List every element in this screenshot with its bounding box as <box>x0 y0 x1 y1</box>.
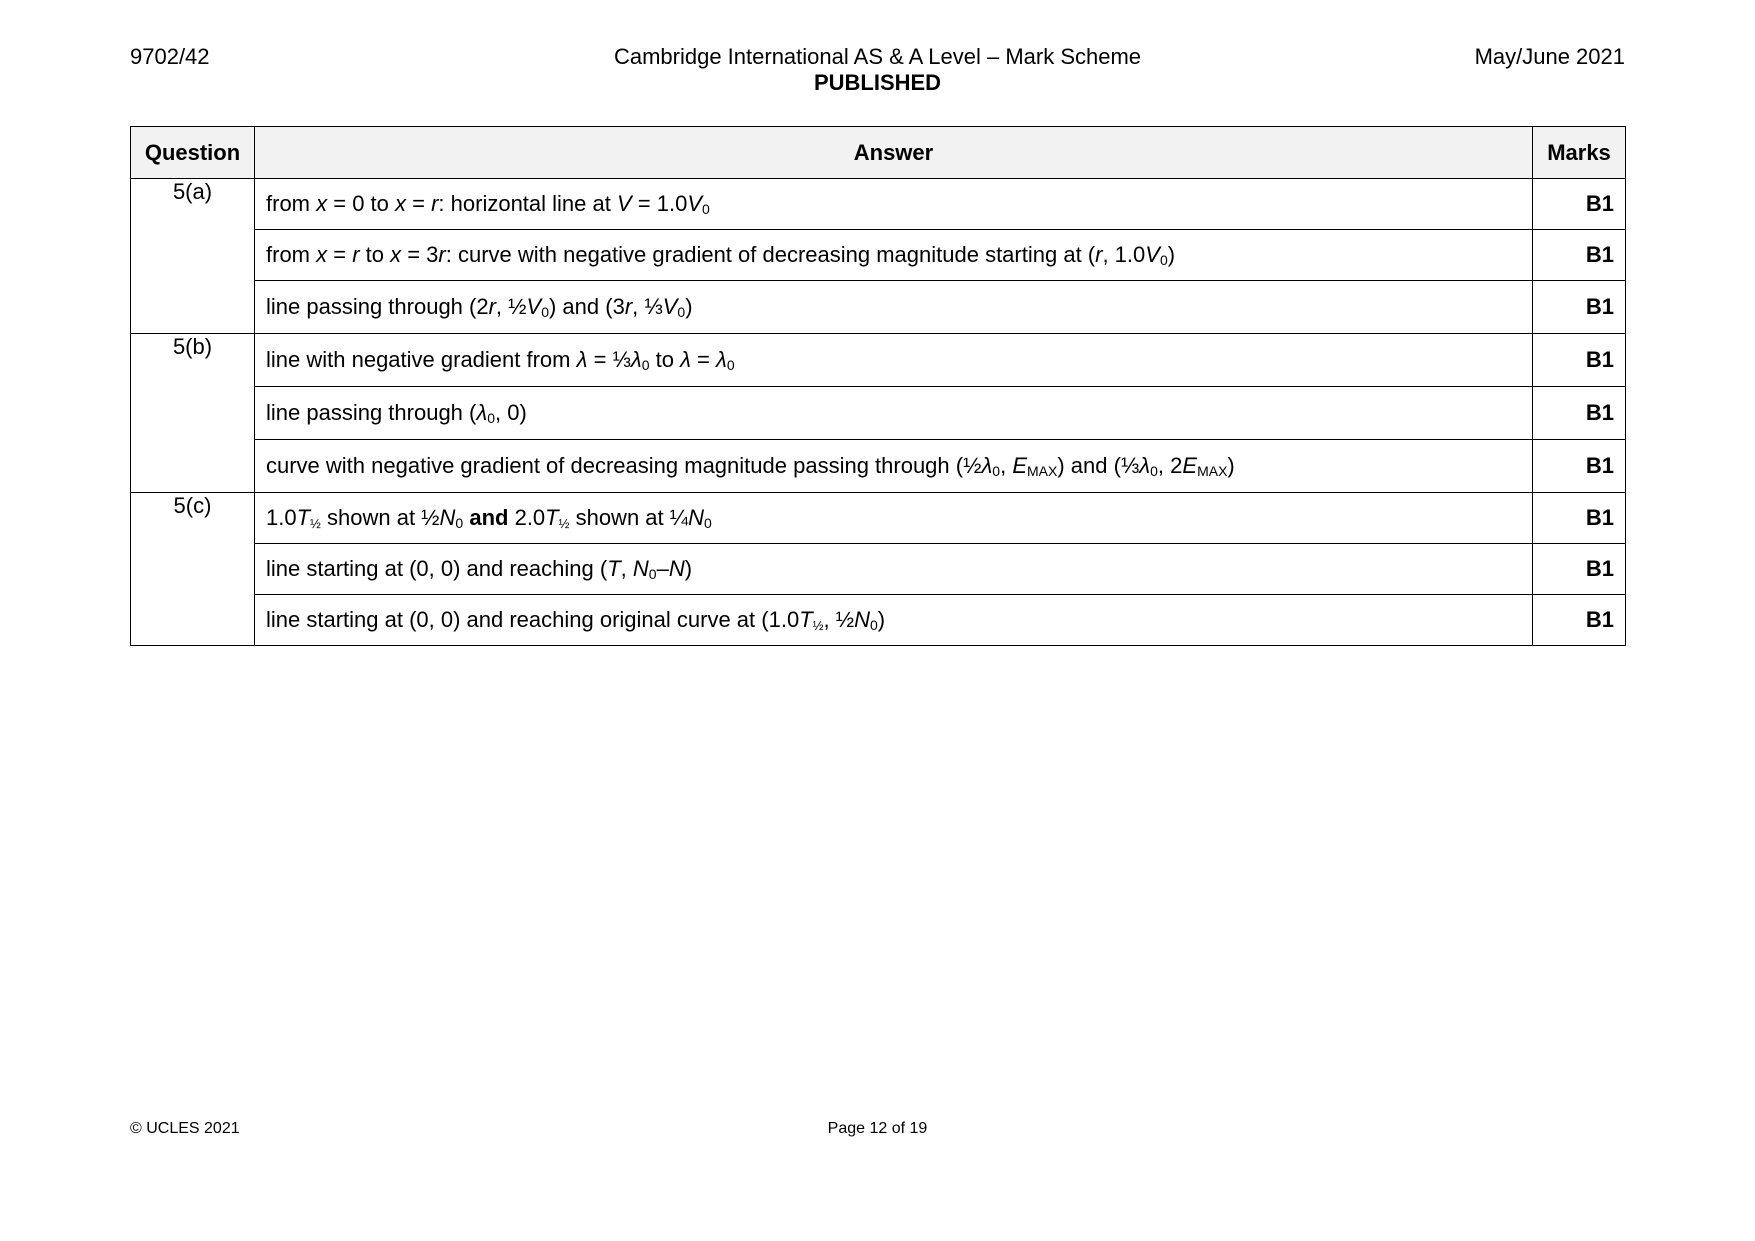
table-row <box>131 440 1626 493</box>
copyright-notice: © UCLES 2021 <box>130 1120 240 1137</box>
title-text: Cambridge International AS & A Level – Mark Scheme <box>613 44 1142 69</box>
answer-cell: line starting at (0, 0) and reaching (T, $N_0-N$) <box>255 544 1533 595</box>
mark-cell: B1 <box>1533 179 1626 230</box>
page-number: Page 12 of 19 <box>827 1120 928 1137</box>
question-number: 5(b) <box>131 334 255 493</box>
table-row <box>131 387 1626 440</box>
answer-column-header: Answer <box>255 127 1533 179</box>
mark-cell: B1 <box>1533 440 1626 493</box>
mark-cell: B1 <box>1533 595 1626 646</box>
table-header-row <box>131 127 1626 179</box>
answer-cell: $1.0T_{\frac{1}{2}}$ shown at $\frac{1}{2}N_0$ and $2.0T_{\frac{1}{2}}$ shown at $\frac{1}{4}N_0$ <box>255 493 1533 544</box>
paper-code: 9702/42 <box>130 44 210 69</box>
mark-cell: B1 <box>1533 493 1626 544</box>
answer-cell: line starting at (0, 0) and reaching original curve at ($1.0T_{\frac{1}{2}}$, $\frac{1}{2}N_0$) <box>255 595 1533 646</box>
table-row <box>131 544 1626 595</box>
marks-column-header: Marks <box>1533 127 1626 179</box>
answer-cell: from x = 0 to x = r: horizontal line at $V = 1.0V_0$ <box>255 179 1533 230</box>
table-row <box>131 493 1626 544</box>
table-row <box>131 230 1626 281</box>
answer-cell: line passing through ($\lambda_0$, 0) <box>255 387 1533 440</box>
answer-cell: line passing through (2r, $\frac{1}{2}V_0$) and (3r, $\frac{1}{3}V_0$) <box>255 281 1533 334</box>
question-number: 5(c) <box>131 493 255 646</box>
question-column-header: Question <box>131 127 255 179</box>
table-row <box>131 595 1626 646</box>
mark-cell: B1 <box>1533 281 1626 334</box>
answer-cell: curve with negative gradient of decreasing magnitude passing through ($\frac{1}{2}\lambda_0$, $E_{MAX}$) and ($\frac{1}{3}\lambda_0$, $2E_{MAX}$) <box>255 440 1533 493</box>
published-label: PUBLISHED <box>813 70 942 95</box>
table-row <box>131 281 1626 334</box>
mark-cell: B1 <box>1533 387 1626 440</box>
answer-cell: line with negative gradient from $\lambda = \frac{1}{3}\lambda_0$ to $\lambda = \lambda_0$ <box>255 334 1533 387</box>
mark-cell: B1 <box>1533 544 1626 595</box>
mark-scheme-table <box>130 126 1626 646</box>
question-number: 5(a) <box>131 179 255 334</box>
mark-cell: B1 <box>1533 334 1626 387</box>
answer-cell: from x = r to x = 3r: curve with negative gradient of decreasing magnitude starting at (r, $1.0V_0$) <box>255 230 1533 281</box>
mark-cell: B1 <box>1533 230 1626 281</box>
table-row <box>131 334 1626 387</box>
table-row <box>131 179 1626 230</box>
exam-session: May/June 2021 <box>1474 44 1625 69</box>
